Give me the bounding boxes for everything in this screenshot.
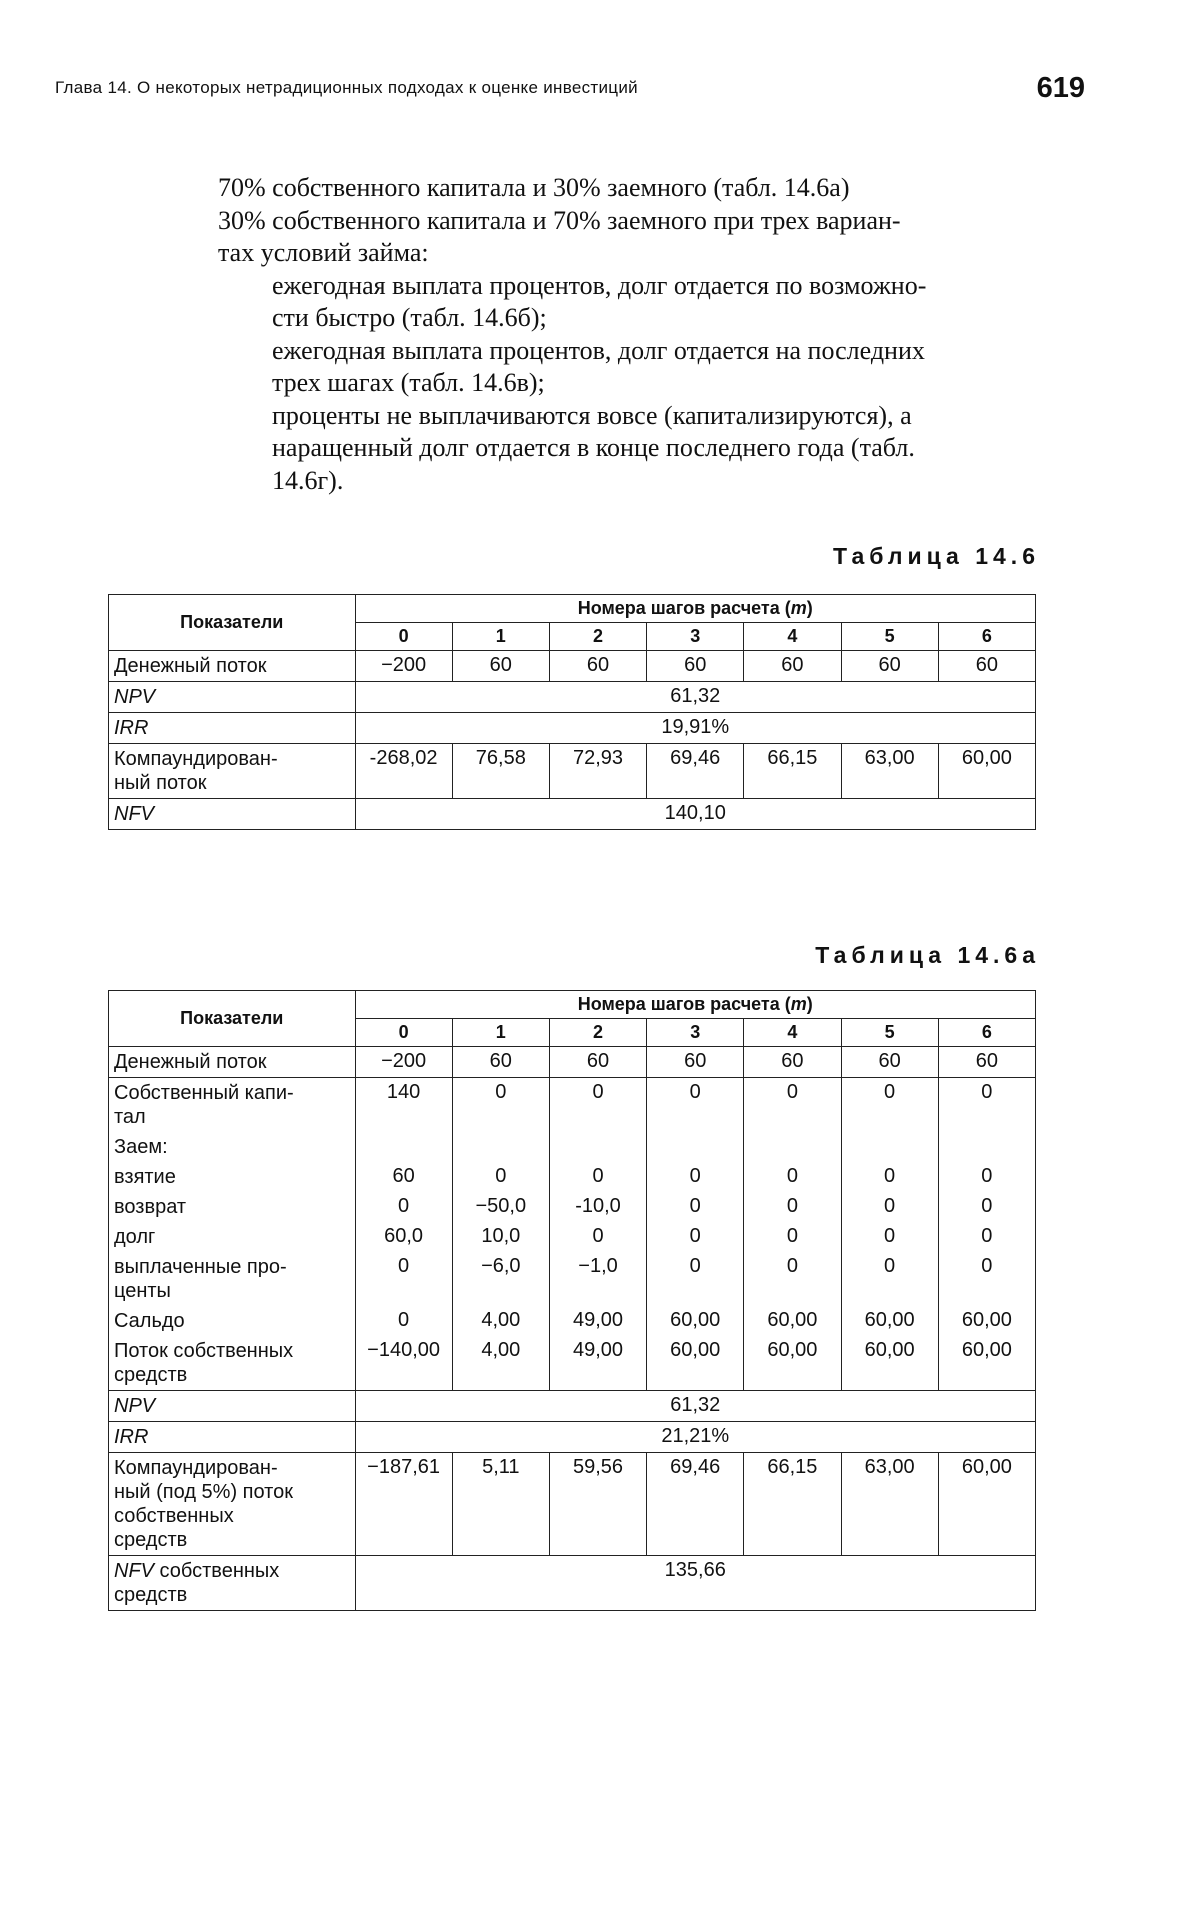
row-label xyxy=(109,1252,356,1306)
header-row xyxy=(109,991,1036,1019)
cell-value xyxy=(647,1132,744,1162)
cell-value: 0 xyxy=(647,1162,744,1192)
cell-value: 59,56 xyxy=(549,1453,646,1556)
row-label xyxy=(109,1336,356,1391)
table-row xyxy=(109,651,1036,682)
row-label xyxy=(109,744,356,799)
list-item-line: сти быстро (табл. 14.6б); xyxy=(272,303,547,332)
cell-value: 69,46 xyxy=(647,744,744,799)
cell-value: 0 xyxy=(744,1192,841,1222)
cell-value xyxy=(744,1132,841,1162)
cell-value: 60 xyxy=(549,651,646,682)
row-label-text: взятие xyxy=(114,1166,176,1188)
row-label-text: NPV xyxy=(114,686,156,708)
row-label-italic: NFV xyxy=(114,1560,154,1582)
row-label xyxy=(109,651,356,682)
cell-value: 63,00 xyxy=(841,744,938,799)
table-row xyxy=(109,1192,1036,1222)
table-row xyxy=(109,1336,1036,1391)
header-indicators: Показатели xyxy=(109,991,356,1047)
row-label-text: Собственный капи- тал xyxy=(114,1082,294,1128)
cell-value: 0 xyxy=(744,1222,841,1252)
row-label xyxy=(109,1306,356,1336)
row-label xyxy=(109,1078,356,1133)
row-label-text: Денежный поток xyxy=(114,1051,267,1073)
row-label xyxy=(109,1556,356,1611)
row-label xyxy=(109,682,356,713)
table1 xyxy=(108,594,1036,830)
cell-value: 0 xyxy=(841,1162,938,1192)
row-label-text: выплаченные про- центы xyxy=(114,1256,287,1302)
running-title: Глава 14. О некоторых нетрадиционных подходах к оценке инвестиций xyxy=(55,78,638,97)
header-steps: Номера шагов расчета (m) xyxy=(355,991,1036,1019)
cell-value xyxy=(938,1132,1035,1162)
cell-value: 0 xyxy=(841,1192,938,1222)
cell-value: 76,58 xyxy=(452,744,549,799)
table-row xyxy=(109,1162,1036,1192)
table-row xyxy=(109,682,1036,713)
cell-value xyxy=(355,1132,452,1162)
cell-value: 0 xyxy=(744,1162,841,1192)
table2-caption: Таблица 14.6а xyxy=(815,942,1040,968)
list-item-line: проценты не выплачиваются вовсе (капитализируются), а xyxy=(272,400,912,430)
row-label xyxy=(109,1162,356,1192)
cell-value: 60,00 xyxy=(647,1306,744,1336)
list-item-line: трех шагах (табл. 14.6в); xyxy=(272,368,545,397)
row-label xyxy=(109,799,356,830)
cell-value: 60,00 xyxy=(841,1306,938,1336)
cell-value: 60 xyxy=(841,651,938,682)
cell-value: 60 xyxy=(452,651,549,682)
row-label-text: Компаундирован- ный (под 5%) поток собственных средств xyxy=(114,1457,293,1551)
row-label xyxy=(109,1047,356,1078)
merged-value: 135,66 xyxy=(355,1556,1036,1611)
step-number: 1 xyxy=(452,623,549,651)
step-number: 0 xyxy=(355,1019,452,1047)
cell-value: 60 xyxy=(744,1047,841,1078)
cell-value: −187,61 xyxy=(355,1453,452,1556)
table2 xyxy=(108,990,1036,1611)
table-row xyxy=(109,1422,1036,1453)
cell-value: 0 xyxy=(841,1078,938,1133)
row-label-text: собственных средств xyxy=(114,1560,280,1606)
cell-value xyxy=(549,1132,646,1162)
row-label-text: NFV xyxy=(114,803,154,825)
paragraph-line: 30% собственного капитала и 70% заемного при трех вариан- xyxy=(218,205,901,235)
cell-value: 0 xyxy=(647,1222,744,1252)
cell-value: 5,11 xyxy=(452,1453,549,1556)
row-label xyxy=(109,1422,356,1453)
row-label-text: Сальдо xyxy=(114,1310,185,1332)
step-number: 5 xyxy=(841,1019,938,1047)
cell-value: −140,00 xyxy=(355,1336,452,1391)
row-label xyxy=(109,1222,356,1252)
table-row xyxy=(109,1222,1036,1252)
row-label xyxy=(109,1132,356,1162)
cell-value: 0 xyxy=(355,1192,452,1222)
cell-value: 0 xyxy=(355,1306,452,1336)
cell-value: 69,46 xyxy=(647,1453,744,1556)
cell-value: 60 xyxy=(744,651,841,682)
table-row xyxy=(109,1132,1036,1162)
row-label-text: Поток собственных средств xyxy=(114,1340,294,1386)
cell-value: -10,0 xyxy=(549,1192,646,1222)
row-label-text: Компаундирован- ный поток xyxy=(114,748,278,794)
row-label-text: IRR xyxy=(114,717,149,739)
cell-value: 60,00 xyxy=(647,1336,744,1391)
step-number: 1 xyxy=(452,1019,549,1047)
cell-value: −6,0 xyxy=(452,1252,549,1306)
cell-value: 0 xyxy=(938,1078,1035,1133)
cell-value: 66,15 xyxy=(744,744,841,799)
cell-value: −200 xyxy=(355,651,452,682)
cell-value: 4,00 xyxy=(452,1306,549,1336)
step-number: 0 xyxy=(355,623,452,651)
cell-value: 72,93 xyxy=(549,744,646,799)
step-number: 4 xyxy=(744,1019,841,1047)
cell-value: 60,00 xyxy=(841,1336,938,1391)
table-row xyxy=(109,1078,1036,1133)
cell-value: 63,00 xyxy=(841,1453,938,1556)
header-indicators: Показатели xyxy=(109,595,356,651)
row-label xyxy=(109,713,356,744)
table-row xyxy=(109,799,1036,830)
cell-value: 60,00 xyxy=(938,1336,1035,1391)
cell-value: 0 xyxy=(938,1192,1035,1222)
cell-value: 0 xyxy=(647,1192,744,1222)
cell-value: 60,00 xyxy=(938,1453,1035,1556)
cell-value: −200 xyxy=(355,1047,452,1078)
table-row xyxy=(109,1306,1036,1336)
step-number: 3 xyxy=(647,1019,744,1047)
cell-value: 60 xyxy=(647,1047,744,1078)
cell-value: 60 xyxy=(355,1162,452,1192)
cell-value: 0 xyxy=(841,1222,938,1252)
table1-caption: Таблица 14.6 xyxy=(832,543,1040,569)
cell-value: 60 xyxy=(452,1047,549,1078)
cell-value: 60,00 xyxy=(744,1336,841,1391)
row-label-text: Заем: xyxy=(114,1136,168,1158)
cell-value: 60,0 xyxy=(355,1222,452,1252)
merged-value: 19,91% xyxy=(355,713,1036,744)
paragraph-line: тах условий займа: xyxy=(218,238,429,267)
table-row xyxy=(109,1252,1036,1306)
merged-value: 140,10 xyxy=(355,799,1036,830)
row-label xyxy=(109,1192,356,1222)
cell-value: 60 xyxy=(647,651,744,682)
cell-value: 60 xyxy=(938,651,1035,682)
merged-value: 21,21% xyxy=(355,1422,1036,1453)
step-number: 2 xyxy=(549,1019,646,1047)
paragraph-line: 70% собственного капитала и 30% заемного (табл. 14.6а) xyxy=(218,173,850,202)
cell-value: 0 xyxy=(647,1252,744,1306)
list-item-line: ежегодная выплата процентов, долг отдается на последних xyxy=(272,335,925,365)
cell-value: 0 xyxy=(744,1078,841,1133)
cell-value: 49,00 xyxy=(549,1306,646,1336)
row-label-text: долг xyxy=(114,1226,156,1248)
cell-value xyxy=(452,1132,549,1162)
cell-value: 10,0 xyxy=(452,1222,549,1252)
cell-value: 0 xyxy=(452,1078,549,1133)
cell-value: 60 xyxy=(549,1047,646,1078)
cell-value: 60,00 xyxy=(938,1306,1035,1336)
cell-value: 49,00 xyxy=(549,1336,646,1391)
cell-value: 0 xyxy=(938,1162,1035,1192)
step-number: 6 xyxy=(938,623,1035,651)
cell-value: 0 xyxy=(549,1162,646,1192)
list-item-line: 14.6г). xyxy=(272,465,344,495)
table-row xyxy=(109,1453,1036,1556)
cell-value: 60,00 xyxy=(744,1306,841,1336)
row-label-text: возврат xyxy=(114,1196,187,1218)
list-item-line: наращенный долг отдается в конце последнего года (табл. xyxy=(272,433,915,462)
cell-value: 0 xyxy=(549,1222,646,1252)
row-label xyxy=(109,1391,356,1422)
step-number: 2 xyxy=(549,623,646,651)
cell-value: 140 xyxy=(355,1078,452,1133)
merged-value: 61,32 xyxy=(355,682,1036,713)
cell-value xyxy=(841,1132,938,1162)
table-row xyxy=(109,713,1036,744)
row-label-text: IRR xyxy=(114,1426,149,1448)
cell-value: 0 xyxy=(744,1252,841,1306)
cell-value: 60 xyxy=(938,1047,1035,1078)
cell-value: 60,00 xyxy=(938,744,1035,799)
row-label-text: NPV xyxy=(114,1395,156,1417)
list-item-line: ежегодная выплата процентов, долг отдается по возможно- xyxy=(272,270,927,300)
cell-value: 0 xyxy=(549,1078,646,1133)
cell-value: -268,02 xyxy=(355,744,452,799)
cell-value: 60 xyxy=(841,1047,938,1078)
cell-value: 0 xyxy=(938,1252,1035,1306)
merged-value: 61,32 xyxy=(355,1391,1036,1422)
step-number: 6 xyxy=(938,1019,1035,1047)
cell-value: 0 xyxy=(938,1222,1035,1252)
running-head xyxy=(55,72,1085,112)
page-number: 619 xyxy=(1036,72,1085,104)
step-number: 5 xyxy=(841,623,938,651)
table-row xyxy=(109,1047,1036,1078)
cell-value: 0 xyxy=(452,1162,549,1192)
header-row xyxy=(109,595,1036,623)
header-steps: Номера шагов расчета (m) xyxy=(355,595,1036,623)
body-text xyxy=(218,172,1038,497)
row-label-text: Денежный поток xyxy=(114,655,267,677)
cell-value: 66,15 xyxy=(744,1453,841,1556)
cell-value: −1,0 xyxy=(549,1252,646,1306)
cell-value: −50,0 xyxy=(452,1192,549,1222)
step-number: 4 xyxy=(744,623,841,651)
cell-value: 0 xyxy=(355,1252,452,1306)
cell-value: 0 xyxy=(647,1078,744,1133)
cell-value: 4,00 xyxy=(452,1336,549,1391)
table-row xyxy=(109,1556,1036,1611)
table-row xyxy=(109,744,1036,799)
table-row xyxy=(109,1391,1036,1422)
step-number: 3 xyxy=(647,623,744,651)
cell-value: 0 xyxy=(841,1252,938,1306)
row-label xyxy=(109,1453,356,1556)
